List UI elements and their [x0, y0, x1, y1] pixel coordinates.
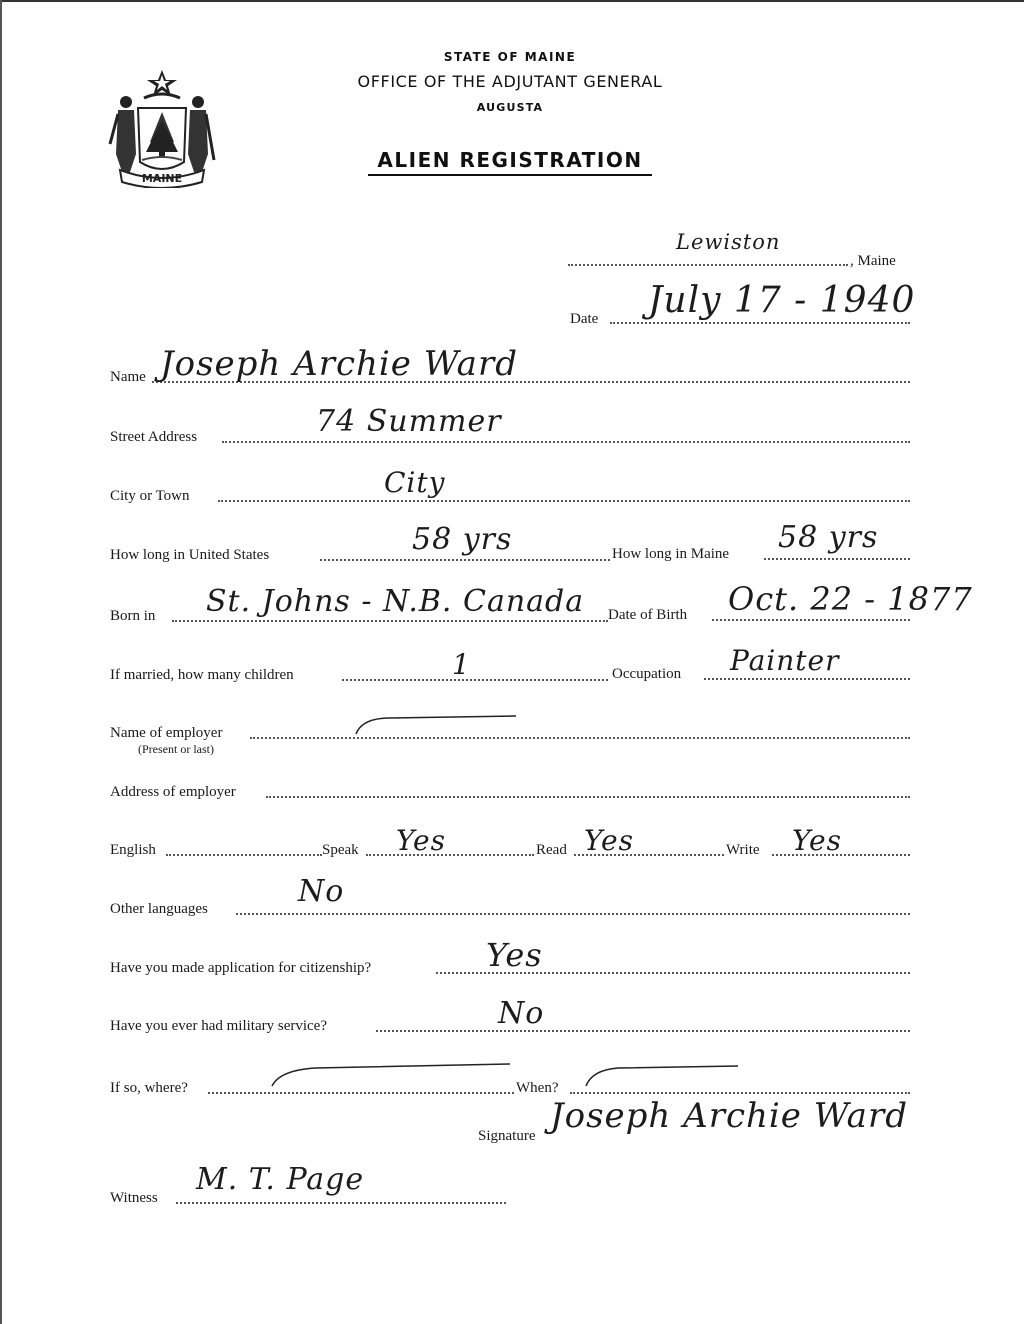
employer-address-line	[266, 796, 910, 798]
speak-entry: Yes	[396, 824, 446, 857]
witness-entry: M. T. Page	[196, 1162, 365, 1197]
name-entry: Joseph Archie Ward	[160, 344, 518, 384]
how-long-maine-label: How long in Maine	[612, 546, 730, 562]
employer-name-label: Name of employer	[110, 725, 223, 741]
name-label: Name	[110, 369, 146, 385]
city-or-town-line	[218, 500, 910, 502]
military-label: Have you ever had military service?	[110, 1018, 327, 1034]
date-of-birth-line	[712, 619, 910, 621]
where-blank-stroke	[268, 1060, 514, 1090]
write-entry: Yes	[792, 824, 842, 857]
when-blank-stroke	[582, 1062, 742, 1090]
children-entry: 1	[452, 648, 471, 681]
witness-line	[176, 1202, 506, 1204]
if-so-where-line	[208, 1092, 514, 1094]
citizenship-entry: Yes	[486, 936, 543, 974]
date-line	[610, 322, 910, 324]
children-label: If married, how many children	[110, 667, 294, 683]
employer-name-line	[250, 737, 910, 739]
street-address-line	[222, 441, 910, 443]
read-label: Read	[536, 842, 567, 858]
when-line	[570, 1092, 910, 1094]
employer-blank-stroke	[350, 710, 520, 740]
date-of-birth-label: Date of Birth	[608, 607, 688, 623]
write-label: Write	[726, 842, 760, 858]
maine-state-seal-icon	[104, 64, 220, 188]
signature-entry: Joseph Archie Ward	[550, 1096, 908, 1136]
when-label: When?	[516, 1080, 559, 1096]
state-heading: STATE OF MAINE	[443, 50, 577, 64]
born-in-line	[172, 620, 608, 622]
occupation-entry: Painter	[730, 644, 840, 677]
date-entry: July 17 - 1940	[648, 280, 916, 321]
form-title: ALIEN REGISTRATION	[368, 148, 652, 176]
place-entry: Lewiston	[676, 230, 781, 254]
city-or-town-label: City or Town	[110, 488, 190, 504]
citizenship-label: Have you made application for citizenship?	[110, 960, 372, 976]
city-heading: AUGUSTA	[476, 101, 544, 114]
read-entry: Yes	[584, 824, 634, 857]
place-suffix-label: , Maine	[850, 253, 896, 269]
how-long-us-label: How long in United States	[110, 547, 270, 563]
witness-label: Witness	[110, 1190, 158, 1206]
place-line	[568, 264, 848, 266]
seal-banner-text: MAINE	[141, 172, 183, 185]
how-long-maine-entry: 58 yrs	[778, 520, 879, 555]
street-address-entry: 74 Summer	[316, 404, 502, 439]
scan-edge-left	[0, 0, 2, 1324]
how-long-us-entry: 58 yrs	[412, 522, 513, 557]
children-line	[342, 679, 608, 681]
city-or-town-entry: City	[384, 466, 446, 499]
date-of-birth-entry: Oct. 22 - 1877	[728, 580, 973, 618]
signature-label: Signature	[478, 1128, 536, 1144]
other-languages-entry: No	[298, 874, 345, 909]
office-heading: OFFICE OF THE ADJUTANT GENERAL	[357, 72, 663, 91]
how-long-maine-line	[764, 558, 910, 560]
street-address-label: Street Address	[110, 429, 198, 445]
occupation-line	[704, 678, 910, 680]
occupation-label: Occupation	[612, 666, 682, 682]
scan-edge-top	[0, 0, 1024, 2]
employer-note: (Present or last)	[138, 742, 214, 756]
english-line	[166, 854, 322, 856]
speak-label: Speak	[322, 842, 359, 858]
english-label: English	[110, 842, 156, 858]
other-languages-label: Other languages	[110, 901, 208, 917]
employer-address-label: Address of employer	[110, 784, 236, 800]
born-in-label: Born in	[110, 608, 156, 624]
born-in-entry: St. Johns - N.B. Canada	[206, 584, 585, 619]
other-languages-line	[236, 913, 910, 915]
date-label: Date	[570, 311, 599, 327]
military-line	[376, 1030, 910, 1032]
speak-line	[366, 854, 534, 856]
military-entry: No	[498, 996, 545, 1031]
how-long-us-line	[320, 559, 610, 561]
if-so-where-label: If so, where?	[110, 1080, 188, 1096]
